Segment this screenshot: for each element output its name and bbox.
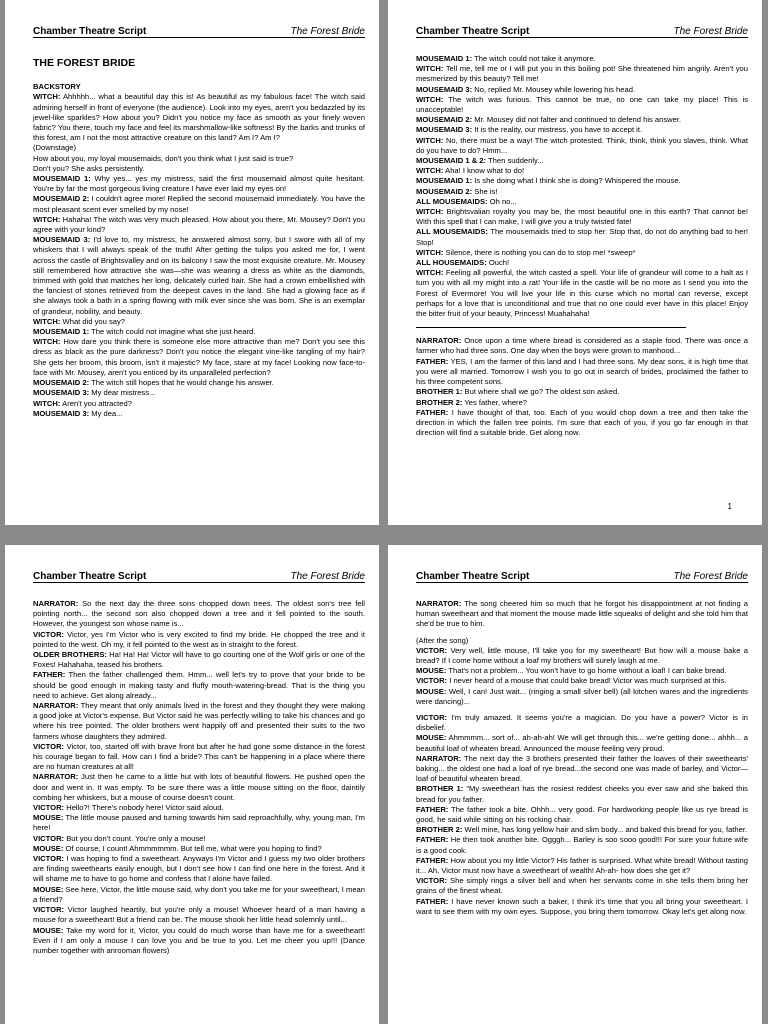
script-page-3 bbox=[5, 545, 379, 1024]
page-number: 1 bbox=[727, 502, 732, 511]
line-text: Aren't you attracted? bbox=[62, 398, 132, 408]
speaker-label: WITCH: bbox=[416, 268, 444, 278]
line-text: Well, I can! Just wait... (ringing a small silver bell) (all kitchen wares and the ingredients were dancing)... bbox=[416, 686, 748, 706]
speaker-label: WITCH: bbox=[416, 64, 444, 74]
line-text: The witch could not take it anymore. bbox=[474, 54, 596, 63]
section-heading: BACKSTORY bbox=[33, 82, 81, 92]
speaker-label: MOUSE: bbox=[33, 884, 64, 894]
speaker-label: MOUSEMAID 3: bbox=[416, 125, 473, 135]
line-text: Very well, little mouse, I'll take you for my sweetheart! But how will a mouse bake a bread? If I come home without a loaf my brothers will surely laugh at me. bbox=[416, 645, 748, 666]
line-text: Brightsvalian royalty you may be, the most beautiful one in this earth? That cannot be! With this spell that I can make, I will give you a truly twisted fate! bbox=[416, 207, 748, 227]
script-line bbox=[416, 408, 748, 439]
page-header bbox=[33, 20, 365, 38]
line-text: He then took another bite. Ogggh... Barley is soo sooo good!!! For sure your future wife is a good cook. bbox=[416, 835, 748, 855]
script-line bbox=[416, 197, 748, 207]
script-line bbox=[416, 636, 748, 646]
script-line bbox=[416, 207, 748, 227]
script-line bbox=[33, 409, 365, 419]
line-text: Yes father, where? bbox=[464, 397, 528, 407]
script-line bbox=[416, 268, 748, 319]
speaker-label: VICTOR: bbox=[33, 629, 65, 639]
script-line bbox=[33, 670, 365, 701]
script-line bbox=[416, 805, 748, 825]
line-text: Well mine, has long yellow hair and slim body... and baked this bread for you, father. bbox=[464, 825, 748, 835]
speaker-label: ALL MOUSEMAIDS: bbox=[416, 227, 488, 237]
line-text: So the next day the three sons chopped down trees. The oldest son's tree fell pointing north... the second son also chopped down a tree and it fell pointed to the south. However, the youngest son whose name is... bbox=[33, 599, 365, 629]
speaker-label: MOUSE: bbox=[416, 733, 447, 743]
script-page-2 bbox=[388, 0, 762, 525]
line-text: I couldn't agree more! Replied the second mousemaid immediately. You have the most pleasant scent ever smelled by my nose! bbox=[33, 194, 365, 214]
script-line bbox=[416, 125, 748, 135]
script-line bbox=[416, 876, 748, 896]
line-text: Tell me, tell me or I will put you in this boiling pot! She threatened him angrily. Aren't you mesmerized by this beauty? Tell me! bbox=[416, 64, 748, 84]
page-body bbox=[416, 54, 748, 438]
page-header bbox=[416, 565, 748, 583]
speaker-label: VICTOR: bbox=[33, 803, 65, 813]
speaker-label: FATHER: bbox=[416, 804, 449, 814]
script-line bbox=[33, 630, 365, 650]
line-text: I'm truly amazed. It seems you're a magician. Do you have a power? Victor is in disbelief. bbox=[416, 713, 748, 733]
speaker-label: MOUSEMAID 2: bbox=[33, 194, 90, 204]
header-left: Chamber Theatre Script bbox=[33, 571, 147, 582]
speaker-label: FATHER: bbox=[33, 670, 66, 680]
script-line bbox=[416, 156, 748, 166]
line-text: I was hoping to find a sweetheart. Anyways I'm Victor and I guess my two older brothers are finding sweethearts easily enough, but I don't see how I can find one here in the forest. And it will shame me to have to go home and confess that I alone have failed. bbox=[33, 854, 365, 884]
speaker-label: MOUSE: bbox=[33, 813, 64, 823]
script-line bbox=[33, 803, 365, 813]
speaker-label: OLDER BROTHERS: bbox=[33, 650, 107, 660]
line-text: Then the father challenged them. Hmm... well let's try to prove that your bride to be should be good enough in making tasty and fluffy mouth-watering-bread. That is the thing you need to achieve. Get along already... bbox=[33, 670, 365, 700]
line-text: How dare you think there is someone else more attractive than me? Don't you see this dress as black as the pure darkness? Don't you notice the elegant vine-like tangling of my hair? She gets her broom, this broom, isn't it majestic? My face, stare at my face! Looking now face-to-face with Mr. Mousey, aren't you enticed by its unparalleled perfection? bbox=[33, 337, 365, 377]
speaker-label: MOUSEMAID 1: bbox=[416, 176, 473, 186]
script-line bbox=[416, 398, 748, 408]
line-text: But where shall we go? The oldest son asked. bbox=[464, 387, 620, 397]
speaker-label: BROTHER 2: bbox=[416, 397, 463, 407]
header-left: Chamber Theatre Script bbox=[416, 571, 530, 582]
line-text: They meant that only animals lived in the forest and they thought they were making a good joke at Victor's expense. But Victor said he was perfectly willing to take his chances and go where his tree pointed. The older brothers went happily off and presented their suits to the two farmers whose daughters they admired. bbox=[33, 701, 365, 741]
script-line bbox=[416, 136, 748, 156]
line-text: No, replied Mr. Mousey while lowering his head. bbox=[474, 84, 636, 94]
script-line bbox=[33, 772, 365, 803]
line-text: Once upon a time where bread is considered as a staple food. There was once a farmer who had three sons. One day when the boys were grown to manhood... bbox=[416, 336, 748, 356]
speaker-label: MOUSEMAID 1 & 2: bbox=[416, 156, 487, 166]
speaker-label: MOUSEMAID 2: bbox=[416, 115, 473, 125]
script-line bbox=[33, 235, 365, 317]
header-left: Chamber Theatre Script bbox=[416, 26, 530, 37]
speaker-label: WITCH: bbox=[416, 135, 444, 145]
script-line bbox=[416, 733, 748, 753]
line-text: Ha! Ha! Ha! Victor will have to go courting one of the Wolf girls or one of the Foxes! Hahahaha, teased his brothers. bbox=[33, 650, 366, 670]
script-line bbox=[416, 713, 748, 733]
line-text: Victor, too, started off with brave front but after he had gone some distance in the forest his courage began to fall. How can I find a bride? This can't be happening in a place where there are no human creatures at all! bbox=[33, 741, 365, 772]
script-line bbox=[416, 646, 748, 666]
dialogue-list bbox=[416, 636, 748, 707]
speaker-label: NARRATOR: bbox=[416, 599, 462, 608]
line-text: My dea... bbox=[91, 408, 123, 418]
script-line bbox=[33, 164, 365, 174]
line-text: Just then he came to a little hut with lots of beautiful flowers. He pushed open the door and went in. It was empty. To be sure there was a little mouse sitting on the floor, daintily combing her whiskers, but a mouse of course doesn't count. bbox=[33, 772, 365, 802]
script-line bbox=[33, 854, 365, 885]
script-title: THE FOREST BRIDE bbox=[33, 57, 136, 69]
script-line bbox=[416, 95, 748, 115]
script-line bbox=[416, 357, 748, 388]
script-line bbox=[416, 227, 748, 247]
dialogue-list bbox=[416, 713, 748, 917]
speaker-label: MOUSE: bbox=[33, 843, 64, 853]
script-line bbox=[416, 856, 748, 876]
script-line bbox=[33, 378, 365, 388]
speaker-label: BROTHER 2: bbox=[416, 825, 463, 835]
header-right: The Forest Bride bbox=[290, 26, 365, 37]
line-text: Don't you? She asks persistently. bbox=[33, 163, 145, 173]
line-text: No, there must be a way! The witch protested. Think, think, think you slaves, think. What do you have to do? Hmm... bbox=[416, 135, 748, 155]
line-text: Ahmmmm... sort of... ah-ah-ah! We will get through this... we're getting done... ahhh... a beautiful loaf of wheaten bread. Announced the mouse feeling very proud. bbox=[416, 733, 748, 753]
script-line bbox=[416, 54, 748, 64]
line-text: Then suddenly... bbox=[488, 156, 544, 166]
line-text: It is the reality, our mistress, you have to accept it. bbox=[474, 125, 643, 135]
header-right: The Forest Bride bbox=[673, 571, 748, 582]
script-line bbox=[416, 897, 748, 917]
dialogue-list bbox=[416, 599, 748, 630]
script-line bbox=[416, 666, 748, 676]
line-text: I have never known such a baker, I think it's time that you all bring your sweetheart. I want to see them with my own eyes. Suppose, you bring them tomorrow. Okay let's get along now. bbox=[416, 896, 748, 916]
speaker-label: FATHER: bbox=[416, 407, 449, 417]
line-text: The next day the 3 brothers presented their father the loaves of their sweethearts' baking... the oldest one had a loaf of rye bread...the second one was made of barley, and Victor—loaf of beautiful wheaten bread. bbox=[416, 753, 748, 784]
speaker-label: NARRATOR: bbox=[416, 336, 462, 346]
script-line bbox=[33, 388, 365, 398]
script-line bbox=[416, 115, 748, 125]
script-line bbox=[33, 599, 365, 630]
speaker-label: MOUSEMAID 2: bbox=[416, 186, 473, 196]
script-line bbox=[416, 784, 748, 804]
speaker-label: VICTOR: bbox=[416, 645, 448, 655]
line-text: Aha! I know what to do! bbox=[445, 166, 525, 176]
line-text: The father took a bite. Ohhh... very good. For hardworking people like us rye bread is good, he said while sitting on his rocking chair. bbox=[416, 804, 748, 825]
script-line bbox=[33, 701, 365, 742]
line-text: The witch could not imagine what she just heard. bbox=[91, 327, 256, 337]
line-text: I have thought of that, too. Each of you would chop down a tree and then take the direction in which the fallen tree points. I'm sure that each of you, if you go far enough in that direction will find a suitable bride. Get along now. bbox=[416, 407, 748, 438]
speaker-label: NARRATOR: bbox=[33, 599, 79, 608]
line-text: Victor, yes I'm Victor who is very excited to find my bride. He chopped the tree and it pointed to the west. Oh my, it fell pointed to the west as in straight to the forest. bbox=[33, 629, 365, 649]
speaker-label: FATHER: bbox=[416, 835, 449, 845]
speaker-label: FATHER: bbox=[416, 855, 449, 865]
speaker-label: VICTOR: bbox=[416, 713, 448, 723]
dialogue-list bbox=[33, 92, 365, 419]
dialogue-list bbox=[416, 54, 748, 319]
script-line bbox=[416, 387, 748, 397]
speaker-label: WITCH: bbox=[416, 247, 444, 257]
speaker-label: WITCH: bbox=[33, 214, 61, 224]
script-line bbox=[33, 194, 365, 214]
line-text: But you don't count. You're only a mouse! bbox=[66, 833, 206, 843]
line-text: Hahaha! The witch was very much pleased. How about you there, Mr. Mousey? Don't you agree with your kind? bbox=[33, 214, 365, 235]
dialogue-list bbox=[416, 336, 748, 438]
line-text: I'd love to, my mistress, he answered almost sorry, but I swore with all of my whiskers that I will always speak of the truth! After getting the tulips you asked me for, I went across the castle of Brightsvalley and on its balcony I saw the most exquisite creature. Mr. Mousey still remembered how attractive she was—she was wearing a dress as white as the diamonds, trimmed with gold that matches her long, delicately curled hair. She had a crown embellished with the fanciest of stones retrieved from the deepest caves in the land. She had a glowing face as if she always took a bath in a spring flowing with milk ever since she was born. She is an exemplar of grandeur, nobility, and beauty. bbox=[33, 235, 365, 316]
dialogue-list bbox=[33, 599, 365, 956]
speaker-label: MOUSEMAID 3: bbox=[33, 235, 91, 245]
speaker-label: VICTOR: bbox=[33, 854, 65, 864]
script-line bbox=[33, 92, 365, 143]
speaker-label: MOUSE: bbox=[416, 686, 447, 696]
speaker-label: MOUSE: bbox=[33, 925, 64, 935]
speaker-label: MOUSEMAID 1: bbox=[33, 327, 90, 337]
script-line bbox=[416, 835, 748, 855]
page-body bbox=[33, 599, 365, 956]
script-page-1 bbox=[5, 0, 379, 525]
script-line bbox=[416, 599, 748, 630]
line-text: See here, Victor, the little mouse said, why don't you take me for your sweetheart, I mean a friend? bbox=[33, 884, 365, 904]
line-text: I never heard of a mouse that could bake bread! Victor was much surprised at this. bbox=[449, 676, 727, 686]
script-line bbox=[33, 885, 365, 905]
line-text: "My sweetheart has the rosiest reddest cheeks you ever saw and she baked this bread for you father. bbox=[416, 784, 748, 804]
script-line bbox=[33, 174, 365, 194]
speaker-label: NARRATOR: bbox=[33, 701, 79, 711]
line-text: She is! bbox=[474, 186, 498, 196]
line-text: That's not a problem... You won't have to go home without a loaf! I can bake bread. bbox=[448, 666, 727, 676]
line-text: Feeling all powerful, the witch casted a spell. Your life of grandeur will come to a halt as I turn you with all my might into a rat! Your life in the castle will be no more as I send you into the Forest of Evermore! You will live your life in this curse which no mortal can reverse, except perhaps for a love that is unconditional and true that no one could ever have in this place! Enjoy the bitter fruit of your beauty, Princess! Muahahaha! bbox=[416, 268, 748, 319]
line-text: Mr. Mousey did not falter and continued to defend his answer. bbox=[474, 115, 682, 125]
speaker-label: WITCH: bbox=[33, 92, 61, 102]
line-text: Is she doing what I think she is doing? Whispered the mouse. bbox=[474, 176, 681, 186]
script-line bbox=[33, 327, 365, 337]
line-text: Oh no... bbox=[489, 196, 517, 206]
line-text: (Downstage) bbox=[33, 143, 77, 153]
page-header bbox=[33, 565, 365, 583]
speaker-label: MOUSE: bbox=[416, 666, 447, 676]
speaker-label: WITCH: bbox=[33, 398, 61, 408]
script-line bbox=[33, 399, 365, 409]
line-text: What did you say? bbox=[62, 316, 126, 326]
line-text: The witch was furious. This cannot be true, no one can take my place! This is unacceptable! bbox=[416, 94, 748, 115]
script-line bbox=[416, 166, 748, 176]
speaker-label: MOUSEMAID 2: bbox=[33, 378, 90, 388]
line-text: The witch still hopes that he would change his answer. bbox=[91, 378, 274, 388]
speaker-label: MOUSEMAID 3: bbox=[33, 388, 90, 398]
speaker-label: FATHER: bbox=[416, 896, 449, 906]
speaker-label: WITCH: bbox=[33, 337, 61, 347]
line-text: How about you my little Victor? His father is surprised. What white bread! Without tasting it... Ah, Victor must now have a sweetheart of wealth! Ah-ah- how does she get it? bbox=[416, 855, 748, 876]
speaker-label: MOUSEMAID 1: bbox=[416, 54, 473, 63]
header-right: The Forest Bride bbox=[673, 26, 748, 37]
script-line bbox=[416, 825, 748, 835]
line-text: Take my word for it, Victor, you could do much worse than have me for a sweetheart! Even if I am only a mouse I can love you and be true to you. Let me cheer you up!!! (Dance number together with anrooman flowers) bbox=[33, 925, 365, 955]
speaker-label: NARRATOR: bbox=[33, 772, 79, 782]
script-line bbox=[416, 187, 748, 197]
header-left: Chamber Theatre Script bbox=[33, 26, 147, 37]
speaker-label: WITCH: bbox=[416, 94, 444, 104]
speaker-label: MOUSEMAID 1: bbox=[33, 174, 91, 184]
page-body bbox=[33, 44, 365, 419]
line-text: She simply rings a silver bell and when her servants come in she tells them bring her grains of the finest wheat. bbox=[416, 876, 748, 896]
page-body bbox=[416, 599, 748, 917]
speaker-label: VICTOR: bbox=[33, 833, 65, 843]
line-text: The song cheered him so much that he forgot his disappointment at not finding a human sweetheart and that moment the mouse made little squeaks of delight and she told him that she'd be true to him. bbox=[416, 599, 748, 629]
line-text: The little mouse paused and turning towards him said reproachfully, why, young man, I'm here! bbox=[33, 813, 365, 833]
script-line bbox=[33, 926, 365, 957]
script-line bbox=[416, 248, 748, 258]
speaker-label: ALL MOUSEMAIDS: bbox=[416, 196, 488, 206]
line-text: The mousemaids tried to stop her. Stop that, do not do anything bad to her! Stop! bbox=[416, 227, 748, 247]
speaker-label: VICTOR: bbox=[416, 876, 448, 886]
page-header bbox=[416, 20, 748, 38]
speaker-label: VICTOR: bbox=[33, 741, 65, 751]
line-text: Ouch! bbox=[488, 258, 510, 268]
line-text: Hello?! There's nobody here! Victor said aloud. bbox=[66, 803, 224, 813]
script-line bbox=[33, 143, 365, 153]
speaker-label: VICTOR: bbox=[416, 676, 448, 686]
script-line bbox=[416, 754, 748, 785]
section-divider bbox=[416, 327, 686, 328]
speaker-label: MOUSEMAID 3: bbox=[33, 408, 90, 418]
script-line bbox=[416, 676, 748, 686]
speaker-label: BROTHER 1: bbox=[416, 784, 464, 794]
script-line bbox=[416, 176, 748, 186]
script-line bbox=[416, 85, 748, 95]
script-line bbox=[416, 336, 748, 356]
script-line bbox=[33, 834, 365, 844]
script-line bbox=[33, 813, 365, 833]
header-right: The Forest Bride bbox=[290, 571, 365, 582]
script-line bbox=[416, 687, 748, 707]
line-text: How about you, my loyal mousemaids, don't you think what I just said is true? bbox=[33, 153, 294, 163]
speaker-label: WITCH: bbox=[33, 316, 61, 326]
line-text: Victor laughed heartily, but you're only a mouse! Whoever heard of a man having a mouse for a sweetheart! But a friend can be. The mouse shook her little head solemnly until... bbox=[33, 905, 365, 925]
speaker-label: WITCH: bbox=[416, 166, 444, 176]
speaker-label: MOUSEMAID 3: bbox=[416, 84, 473, 94]
speaker-label: WITCH: bbox=[416, 207, 444, 217]
speaker-label: BROTHER 1: bbox=[416, 387, 463, 397]
speaker-label: VICTOR: bbox=[33, 905, 65, 915]
script-line bbox=[416, 258, 748, 268]
script-line bbox=[33, 650, 365, 670]
script-line bbox=[33, 844, 365, 854]
script-line bbox=[416, 64, 748, 84]
script-line bbox=[33, 215, 365, 235]
script-line bbox=[33, 337, 365, 378]
script-line bbox=[33, 154, 365, 164]
line-text: My dear mistress... bbox=[91, 388, 156, 398]
line-text: YES, I am the farmer of this land and I had three sons. My dear sons, it is high time that you were all married. Tomorrow I wish you to go out in search of brides, proclaimed the father to his three competent sons. bbox=[416, 356, 748, 387]
line-text: Why yes... yes my mistress, said the first mousemaid almost quite hesitant. You're by far the most gorgeous living creature I have ever laid my eyes on! bbox=[33, 174, 365, 194]
speaker-label: FATHER: bbox=[416, 356, 449, 366]
script-page-4 bbox=[388, 545, 762, 1024]
script-line bbox=[33, 317, 365, 327]
script-line bbox=[33, 742, 365, 773]
line-text: Of course, I count! Ahmmmmmm. But tell me, what were you hoping to find? bbox=[65, 843, 322, 853]
line-text: (After the song) bbox=[416, 635, 469, 645]
line-text: Ahhhhh... what a beautiful day this is! As beautiful as my fabulous face! The witch said admiring herself in front of everyone (the audience). Look into my eyes, aren't you bedazzled by its jewel-like sparkles? How about you? Didn't you notice my face as smooth as your finely woven fabric? You there, touch my face and feel its marshmallow-like softness! By the barks and trunks of this forest, am I not the most attractive creature on this land? Am I? Am I? bbox=[33, 92, 365, 143]
script-line bbox=[33, 905, 365, 925]
speaker-label: NARRATOR: bbox=[416, 753, 462, 763]
line-text: Silence, there is nothing you can do to stop me! *sweep* bbox=[445, 247, 636, 257]
speaker-label: ALL HOUSEMAIDS: bbox=[416, 258, 487, 268]
